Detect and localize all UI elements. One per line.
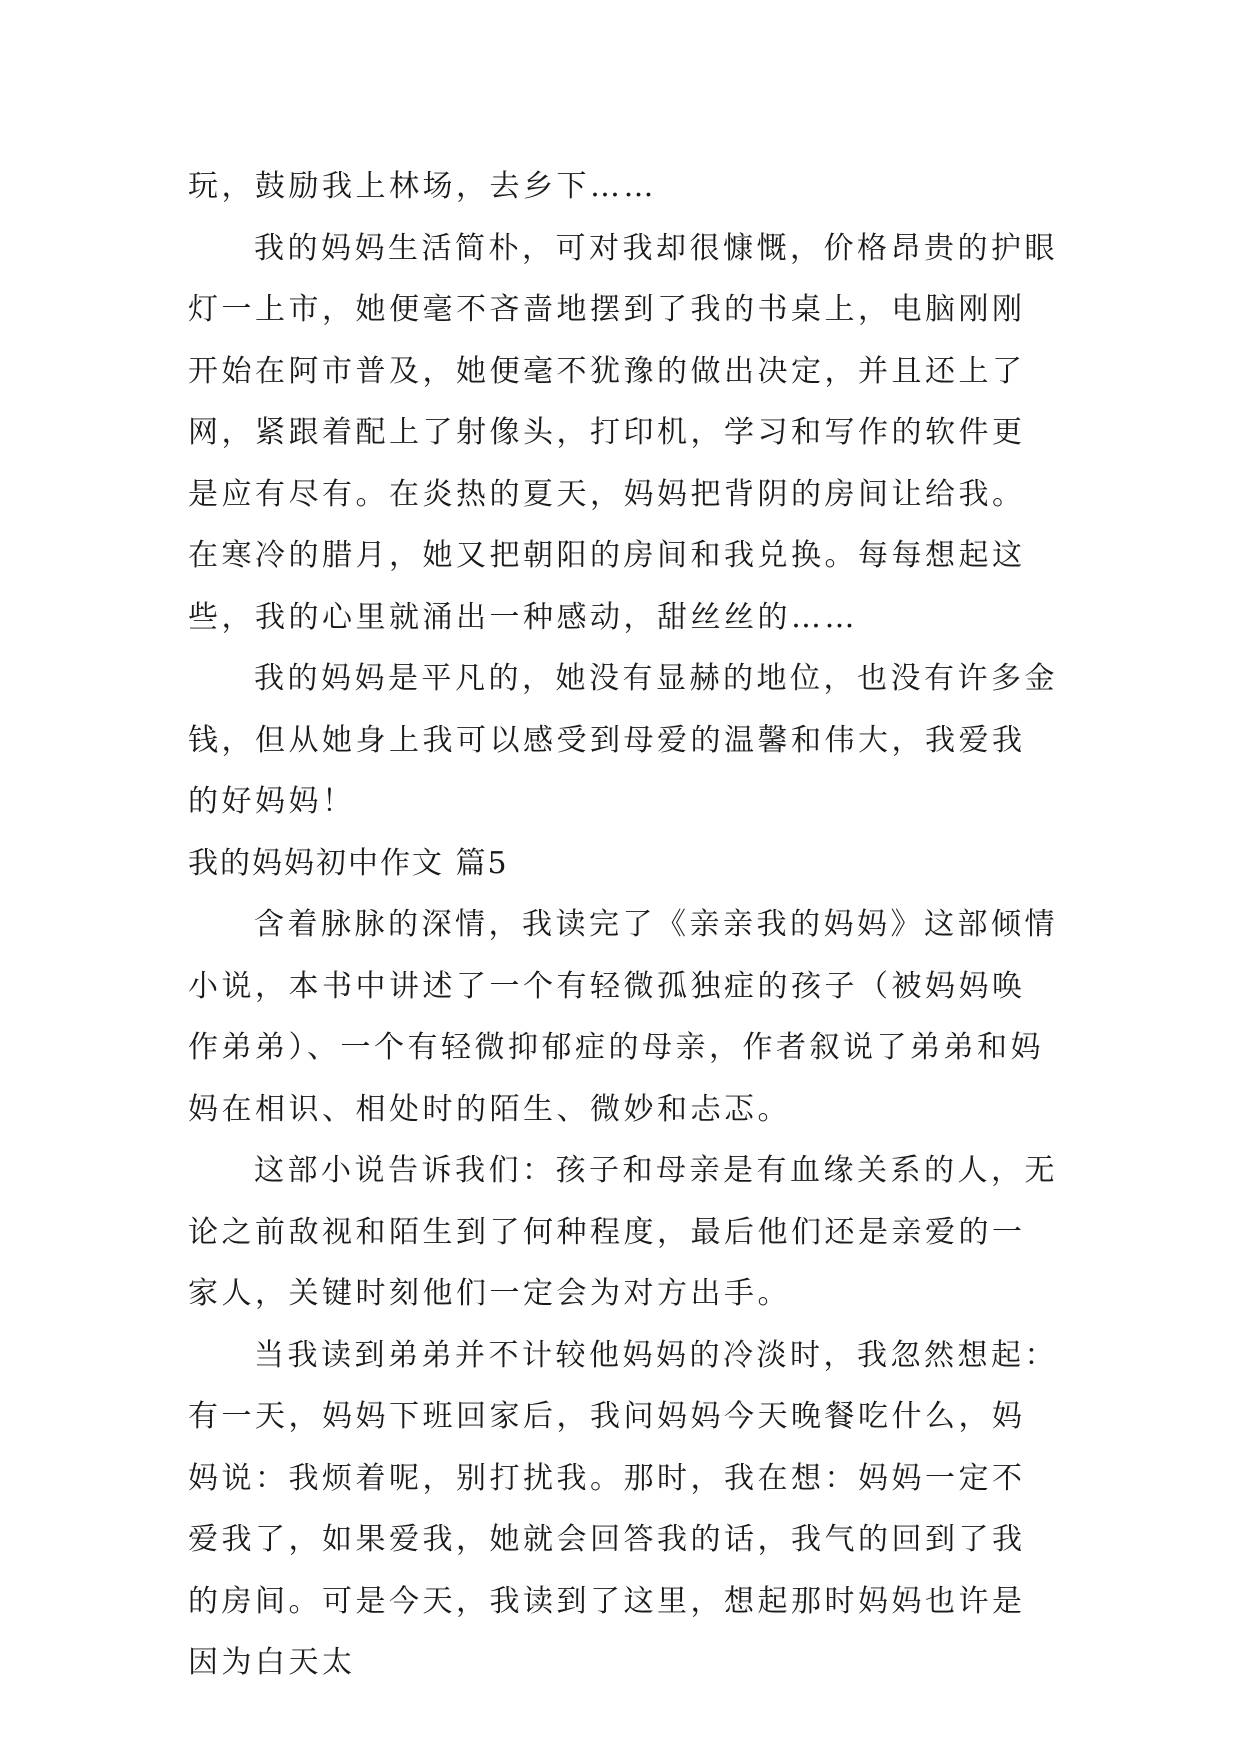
paragraph-continuation: 玩，鼓励我上林场，去乡下…… [188,169,657,204]
document-page [188,156,1058,1694]
paragraph-frugal-mother: 我的妈妈生活简朴，可对我却很慷慨，价格昂贵的护眼灯一上市，她便毫不吝啬地摆到了我的书桌上，电脑刚刚开始在阿市普及，她便毫不犹豫的做出决定，并且还上了网，紧跟着配上了射像头，打印机，学习和写作的软件更是应有尽有。在炎热的夏天，妈妈把背阴的房间让给我。在寒冷的腊月，她又把朝阳的房间和我兑换。每每想起这些，我的心里就涌出一种感动，甜丝丝的…… [188,230,1058,635]
essay-heading: 我的妈妈初中作文 篇5 [188,845,509,881]
paragraph-novel-lesson: 这部小说告诉我们：孩子和母亲是有血缘关系的人，无论之前敌视和陌生到了何种程度，最后他们还是亲爱的一家人，关键时刻他们一定会为对方出手。 [188,1153,1058,1311]
paragraph-novel-intro: 含着脉脉的深情，我读完了《亲亲我的妈妈》这部倾情小说，本书中讲述了一个有轻微孤独症的孩子（被妈妈唤作弟弟）、一个有轻微抑郁症的母亲，作者叙说了弟弟和妈妈在相识、相处时的陌生、微妙和忐忑。 [188,907,1058,1127]
paragraph-ordinary-mother: 我的妈妈是平凡的，她没有显赫的地位，也没有许多金钱，但从她身上我可以感受到母爱的温馨和伟大，我爱我的好妈妈！ [188,661,1058,819]
paragraph-memory: 当我读到弟弟并不计较他妈妈的冷淡时，我忽然想起：有一天，妈妈下班回家后，我问妈妈今天晚餐吃什么，妈妈说：我烦着呢，别打扰我。那时，我在想：妈妈一定不爱我了，如果爱我，她就会回答我的话，我气的回到了我的房间。可是今天，我读到了这里，想起那时妈妈也许是因为白天太 [188,1337,1058,1680]
